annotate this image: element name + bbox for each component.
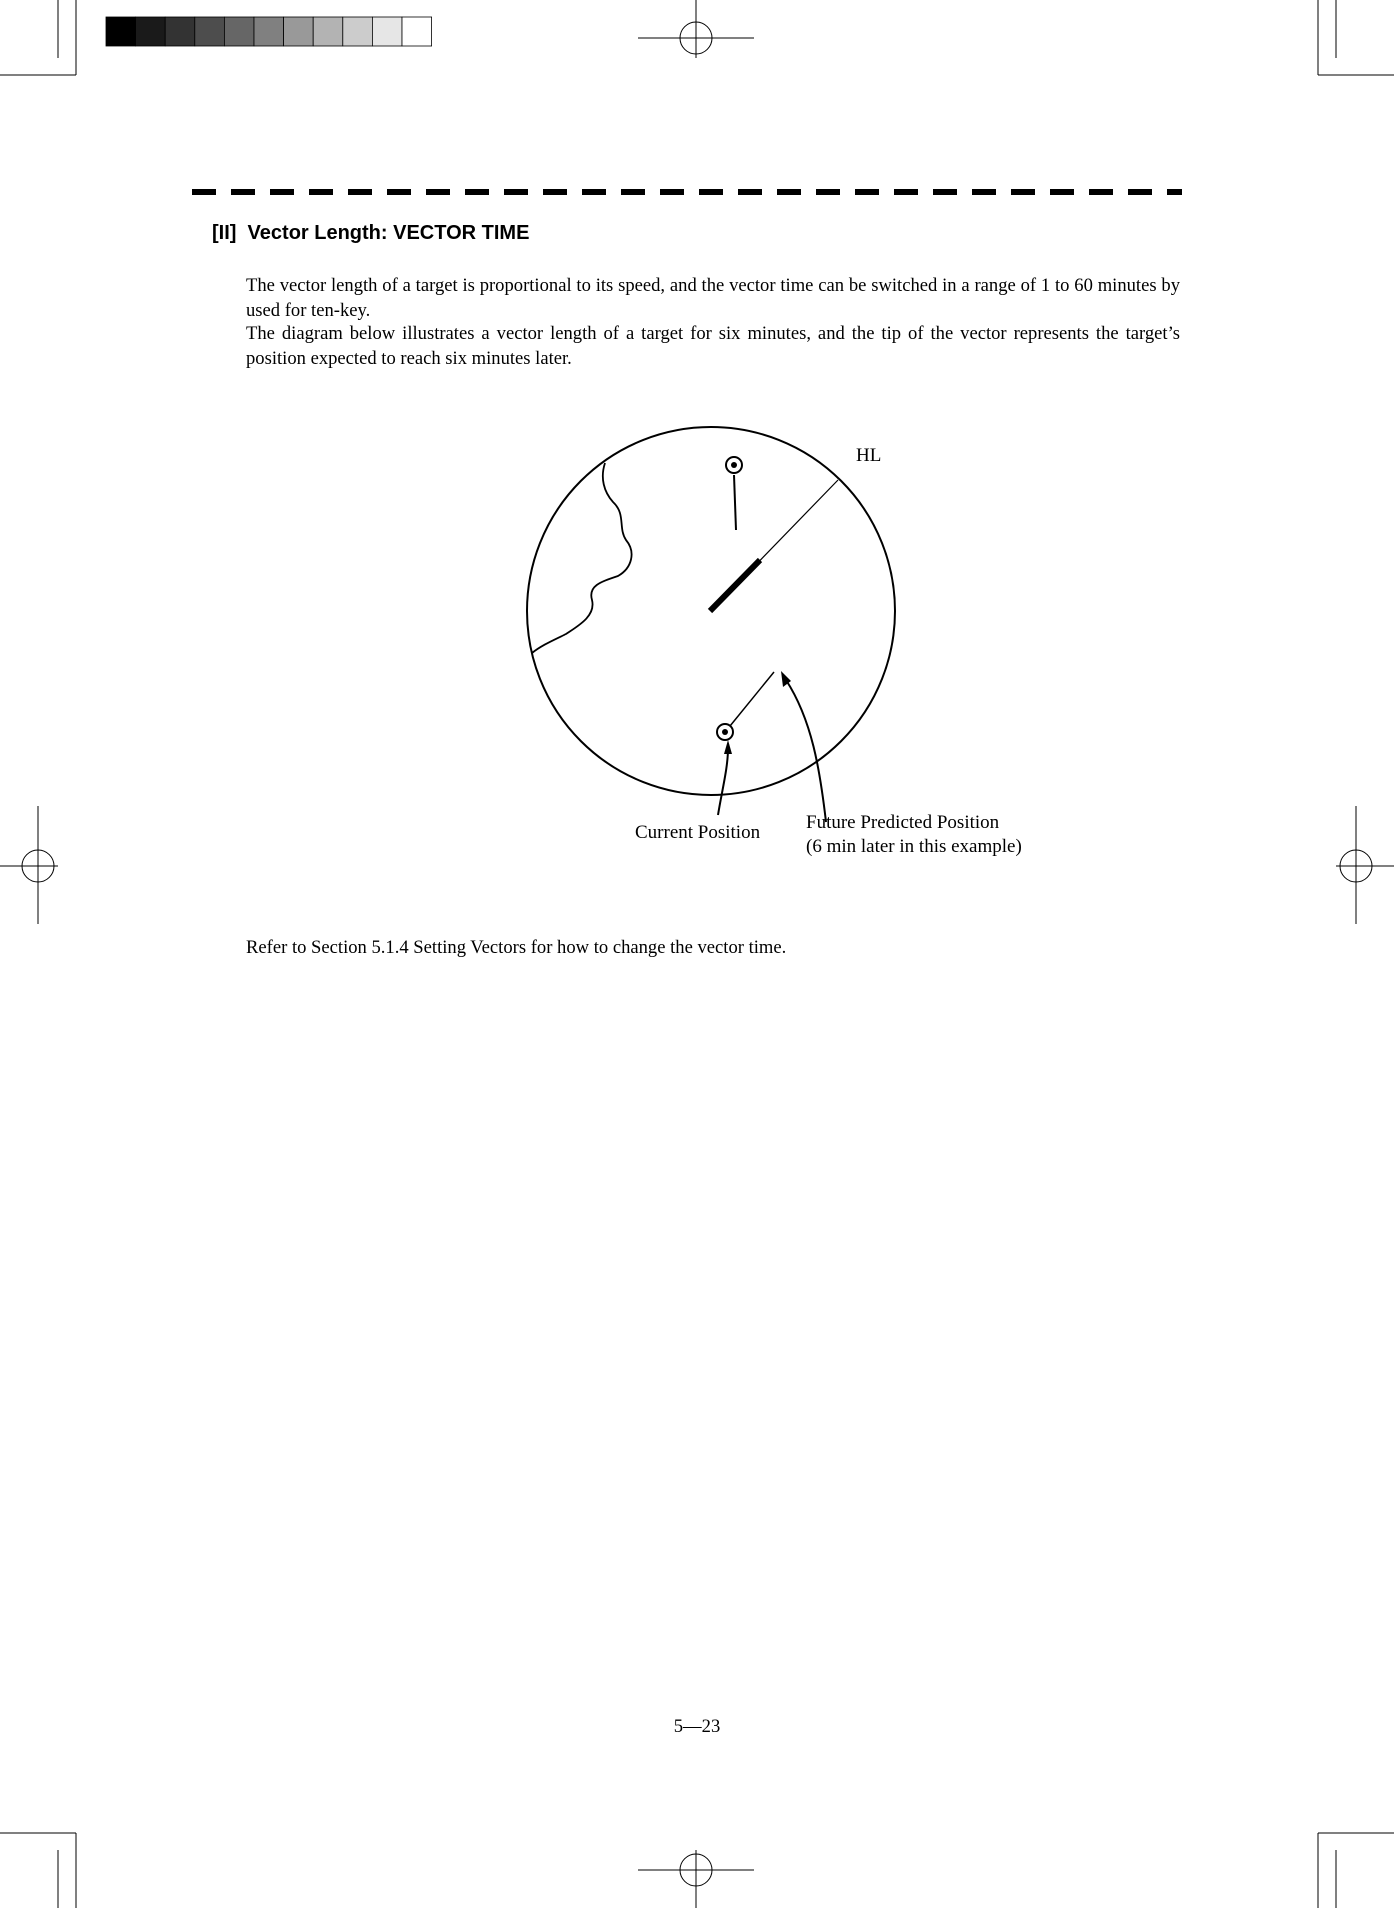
top-target-vector	[734, 475, 736, 530]
future-position-label: Future Predicted Position	[806, 812, 1000, 833]
grayscale-swatch	[254, 17, 284, 46]
refer-note: Refer to Section 5.1.4 Setting Vectors for how to change the vector time.	[246, 937, 787, 958]
registration-mark-left	[0, 806, 58, 924]
crop-mark-top-right	[1318, 0, 1394, 75]
grayscale-swatch	[165, 17, 195, 46]
paragraph-diagram-description: The diagram below illustrates a vector length of a target for six minutes, and the tip of the vector represents the target’s position expected to reach six minutes later.	[246, 323, 1180, 369]
grayscale-swatch	[284, 17, 314, 46]
grayscale-calibration-bar	[106, 17, 432, 46]
coastline	[532, 463, 632, 653]
current-position-leader	[718, 748, 728, 815]
own-ship-vector	[710, 560, 760, 611]
registration-mark-top	[638, 0, 754, 58]
radar-diagram	[527, 427, 895, 822]
future-position-note: (6 min later in this example)	[806, 836, 1022, 857]
current-position-label: Current Position	[635, 822, 761, 843]
grayscale-swatch	[343, 17, 373, 46]
grayscale-swatch	[372, 17, 402, 46]
registration-mark-bottom	[638, 1850, 754, 1908]
grayscale-swatch	[313, 17, 343, 46]
target-vector	[730, 672, 774, 726]
grayscale-swatch	[402, 17, 432, 46]
paragraph-vector-length: The vector length of a target is proportional to its speed, and the vector time can be switched in a range of 1 to 60 minutes by used for ten-key.	[246, 275, 1180, 321]
grayscale-swatch	[195, 17, 225, 46]
future-position-leader	[786, 680, 826, 822]
crop-mark-top-left	[0, 0, 76, 75]
section-heading: [II] Vector Length: VECTOR TIME	[212, 222, 530, 244]
grayscale-swatch	[136, 17, 166, 46]
crop-mark-bottom-left	[0, 1833, 76, 1908]
hl-label: HL	[856, 445, 882, 466]
grayscale-swatch	[106, 17, 136, 46]
crop-mark-bottom-right	[1318, 1833, 1394, 1908]
grayscale-swatch	[224, 17, 254, 46]
registration-mark-right	[1336, 806, 1394, 924]
page-number: 5—23	[673, 1716, 721, 1737]
